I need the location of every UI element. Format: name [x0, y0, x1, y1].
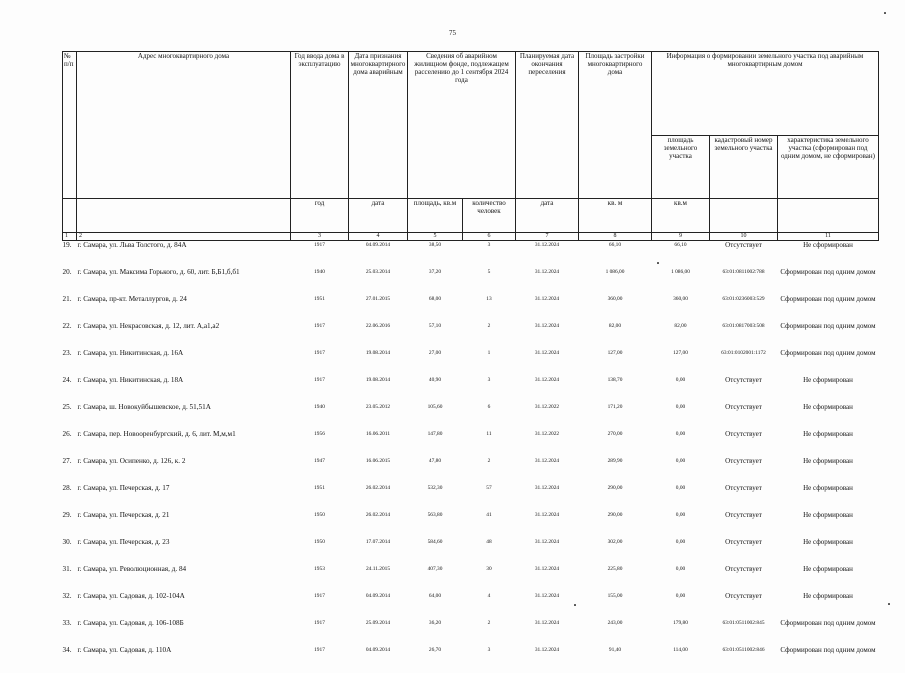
table-row: [63, 457, 879, 484]
col-number: 10: [710, 233, 778, 241]
row-cadastral: Отсутствует: [710, 592, 778, 619]
row-planned-date: 31.12.2024: [516, 349, 579, 376]
table-row: [63, 646, 879, 673]
row-area: 36,20: [408, 619, 463, 646]
row-year: 1940: [291, 403, 349, 430]
row-number: 34.: [63, 646, 77, 673]
row-land-area: 82,00: [652, 322, 710, 349]
row-area: 57,10: [408, 322, 463, 349]
row-date: 25.03.2014: [349, 268, 408, 295]
row-year: 1956: [291, 430, 349, 457]
row-date: 19.08.2014: [349, 376, 408, 403]
row-year: 1947: [291, 457, 349, 484]
row-area: 105,60: [408, 403, 463, 430]
scan-speck: [657, 262, 659, 264]
row-planned-date: 31.12.2024: [516, 241, 579, 269]
row-planned-date: 31.12.2024: [516, 322, 579, 349]
row-characteristic: Не сформирован: [778, 241, 879, 269]
row-planned-date: 31.12.2024: [516, 295, 579, 322]
unit-num: [63, 199, 77, 233]
row-characteristic: Сформирован под одним домом: [778, 619, 879, 646]
row-number: 25.: [63, 403, 77, 430]
row-planned-date: 31.12.2024: [516, 376, 579, 403]
table-row: [63, 592, 879, 619]
row-built-area: 225,80: [579, 565, 652, 592]
row-people: 11: [463, 430, 516, 457]
header-planned-date: Планируемая дата окончания переселения: [516, 52, 579, 199]
row-area: 64,00: [408, 592, 463, 619]
row-characteristic: Сформирован под одним домом: [778, 646, 879, 673]
row-area: 37,20: [408, 268, 463, 295]
unit-char: [778, 199, 879, 233]
header-land-info: Информация о формировании земельного участка под аварийным многоквартирным домом: [652, 52, 879, 136]
table-row: [63, 511, 879, 538]
row-area: 26,70: [408, 646, 463, 673]
row-people: 3: [463, 646, 516, 673]
row-date: 22.06.2016: [349, 322, 408, 349]
row-built-area: 270,00: [579, 430, 652, 457]
table-row: [63, 430, 879, 457]
row-area: 584,60: [408, 538, 463, 565]
row-number: 27.: [63, 457, 77, 484]
row-area: 147,80: [408, 430, 463, 457]
row-people: 30: [463, 565, 516, 592]
row-address: г. Самара, ул. Максима Горького, д. 60, лит. Б,Б1,б,б1: [77, 268, 291, 295]
unit-people: количество человек: [463, 199, 516, 233]
row-people: 57: [463, 484, 516, 511]
row-characteristic: Не сформирован: [778, 430, 879, 457]
row-date: 26.02.2014: [349, 511, 408, 538]
row-date: 17.07.2014: [349, 538, 408, 565]
row-characteristic: Сформирован под одним домом: [778, 349, 879, 376]
table-row: [63, 349, 879, 376]
row-planned-date: 31.12.2024: [516, 268, 579, 295]
row-area: 38,50: [408, 241, 463, 269]
row-address: г. Самара, ул. Никитинская, д. 18А: [77, 376, 291, 403]
row-area: 563,80: [408, 511, 463, 538]
table-row: [63, 322, 879, 349]
row-date: 27.01.2015: [349, 295, 408, 322]
row-address: г. Самара, ул. Садовая, д. 110А: [77, 646, 291, 673]
row-planned-date: 31.12.2024: [516, 592, 579, 619]
row-date: 26.02.2014: [349, 484, 408, 511]
row-date: 16.06.2015: [349, 457, 408, 484]
row-cadastral: Отсутствует: [710, 511, 778, 538]
scan-speck: [574, 604, 576, 606]
unit-year: год: [291, 199, 349, 233]
row-people: 1: [463, 349, 516, 376]
row-area: 532,30: [408, 484, 463, 511]
row-cadastral: Отсутствует: [710, 241, 778, 269]
row-address: г. Самара, ул. Некрасовская, д. 12, лит. А,а1,а2: [77, 322, 291, 349]
table-row: [63, 241, 879, 269]
unit-date: дата: [349, 199, 408, 233]
row-year: 1940: [291, 268, 349, 295]
row-cadastral: 63:01:0236003:529: [710, 295, 778, 322]
row-number: 20.: [63, 268, 77, 295]
row-cadastral: Отсутствует: [710, 457, 778, 484]
row-number: 23.: [63, 349, 77, 376]
row-cadastral: Отсутствует: [710, 484, 778, 511]
row-people: 4: [463, 592, 516, 619]
table-row: [63, 268, 879, 295]
row-date: 23.05.2012: [349, 403, 408, 430]
header-cadastral: кадастровый номер земельного участка: [710, 136, 778, 199]
table-row: [63, 484, 879, 511]
row-land-area: 66,10: [652, 241, 710, 269]
row-year: 1917: [291, 592, 349, 619]
row-characteristic: Не сформирован: [778, 511, 879, 538]
col-number: 6: [463, 233, 516, 241]
row-area: 47,80: [408, 457, 463, 484]
col-number: 9: [652, 233, 710, 241]
row-built-area: 155,00: [579, 592, 652, 619]
row-address: г. Самара, ул. Печерская, д. 17: [77, 484, 291, 511]
row-land-area: 0,00: [652, 403, 710, 430]
row-land-area: 0,00: [652, 538, 710, 565]
scan-speck: [888, 603, 890, 605]
table-row: [63, 403, 879, 430]
row-date: 16.06.2011: [349, 430, 408, 457]
scan-speck: [884, 12, 886, 14]
row-characteristic: Не сформирован: [778, 403, 879, 430]
row-people: 5: [463, 268, 516, 295]
row-built-area: 302,00: [579, 538, 652, 565]
row-built-area: 82,00: [579, 322, 652, 349]
row-built-area: 171,20: [579, 403, 652, 430]
row-land-area: 1 086,00: [652, 268, 710, 295]
unit-planned: дата: [516, 199, 579, 233]
unit-cadastral: [710, 199, 778, 233]
row-date: 19.08.2014: [349, 349, 408, 376]
row-year: 1953: [291, 565, 349, 592]
row-address: г. Самара, ул. Садовая, д. 102-104А: [77, 592, 291, 619]
row-land-area: 0,00: [652, 592, 710, 619]
row-characteristic: Не сформирован: [778, 484, 879, 511]
row-address: г. Самара, пр-кт. Металлургов, д. 24: [77, 295, 291, 322]
col-number: 3: [291, 233, 349, 241]
row-people: 3: [463, 376, 516, 403]
row-land-area: 0,00: [652, 430, 710, 457]
row-year: 1950: [291, 511, 349, 538]
row-address: г. Самара, ул. Льва Толстого, д. 84А: [77, 241, 291, 269]
col-number: 2: [77, 233, 291, 241]
row-people: 41: [463, 511, 516, 538]
row-land-area: 360,00: [652, 295, 710, 322]
row-year: 1917: [291, 349, 349, 376]
row-number: 24.: [63, 376, 77, 403]
header-info-emergency: Сведения об аварийном жилищном фонде, подлежащем расселению до 1 сентября 2024 года: [408, 52, 516, 199]
row-characteristic: Не сформирован: [778, 457, 879, 484]
row-land-area: 0,00: [652, 484, 710, 511]
row-planned-date: 31.12.2022: [516, 403, 579, 430]
row-cadastral: 63:01:0511002:846: [710, 646, 778, 673]
row-land-area: 0,00: [652, 457, 710, 484]
row-area: 407,30: [408, 565, 463, 592]
unit-land-area: кв.м: [652, 199, 710, 233]
row-planned-date: 31.12.2024: [516, 565, 579, 592]
header-land-char: характеристика земельного участка (сформирован под одним домом, не сформирован): [778, 136, 879, 199]
row-date: 04.09.2014: [349, 646, 408, 673]
page-number: 75: [0, 29, 905, 37]
col-number: 8: [579, 233, 652, 241]
row-people: 6: [463, 403, 516, 430]
row-cadastral: 63:01:0817003:508: [710, 322, 778, 349]
row-address: г. Самара, ул. Печерская, д. 21: [77, 511, 291, 538]
row-year: 1951: [291, 295, 349, 322]
row-people: 2: [463, 619, 516, 646]
row-cadastral: 63:01:0102001:1172: [710, 349, 778, 376]
header-year: Год ввода дома в эксплуатацию: [291, 52, 349, 199]
row-people: 48: [463, 538, 516, 565]
row-date: 24.11.2015: [349, 565, 408, 592]
table-row: [63, 538, 879, 565]
row-date: 25.09.2014: [349, 619, 408, 646]
row-number: 31.: [63, 565, 77, 592]
row-built-area: 289,90: [579, 457, 652, 484]
row-address: г. Самара, ул. Печерская, д. 23: [77, 538, 291, 565]
row-characteristic: Сформирован под одним домом: [778, 268, 879, 295]
row-characteristic: Не сформирован: [778, 592, 879, 619]
row-number: 33.: [63, 619, 77, 646]
row-characteristic: Сформирован под одним домом: [778, 322, 879, 349]
row-people: 2: [463, 322, 516, 349]
row-cadastral: Отсутствует: [710, 565, 778, 592]
row-built-area: 138,70: [579, 376, 652, 403]
header-num: № п/п: [63, 52, 77, 199]
header-date-emergency: Дата признания многоквартирного дома аварийным: [349, 52, 408, 199]
row-built-area: 290,00: [579, 484, 652, 511]
col-number: 4: [349, 233, 408, 241]
row-land-area: 114,00: [652, 646, 710, 673]
header-land-area: площадь земельного участка: [652, 136, 710, 199]
row-cadastral: 63:01:0511002:845: [710, 619, 778, 646]
header-built-area: Площадь застройки многоквартирного дома: [579, 52, 652, 199]
row-area: 68,00: [408, 295, 463, 322]
table-body: [63, 241, 879, 673]
row-planned-date: 31.12.2024: [516, 511, 579, 538]
row-date: 04.09.2014: [349, 241, 408, 269]
col-number: 1: [63, 233, 77, 241]
row-number: 32.: [63, 592, 77, 619]
row-built-area: 243,00: [579, 619, 652, 646]
row-people: 3: [463, 241, 516, 269]
header-address: Адрес многоквартирного дома: [77, 52, 291, 199]
row-characteristic: Не сформирован: [778, 565, 879, 592]
row-built-area: 127,00: [579, 349, 652, 376]
row-planned-date: 31.12.2024: [516, 457, 579, 484]
row-cadastral: Отсутствует: [710, 538, 778, 565]
row-land-area: 127,00: [652, 349, 710, 376]
row-year: 1950: [291, 538, 349, 565]
row-characteristic: Не сформирован: [778, 538, 879, 565]
unit-address: [77, 199, 291, 233]
row-land-area: 0,00: [652, 511, 710, 538]
unit-area: площадь, кв.м: [408, 199, 463, 233]
row-year: 1951: [291, 484, 349, 511]
col-number: 5: [408, 233, 463, 241]
row-built-area: 1 086,00: [579, 268, 652, 295]
row-cadastral: Отсутствует: [710, 430, 778, 457]
table-row: [63, 295, 879, 322]
col-number: 11: [778, 233, 879, 241]
row-area: 27,00: [408, 349, 463, 376]
row-number: 26.: [63, 430, 77, 457]
row-year: 1917: [291, 376, 349, 403]
row-people: 13: [463, 295, 516, 322]
row-year: 1917: [291, 619, 349, 646]
row-land-area: 0,00: [652, 376, 710, 403]
row-planned-date: 31.12.2024: [516, 538, 579, 565]
row-built-area: 91,40: [579, 646, 652, 673]
unit-built: кв. м: [579, 199, 652, 233]
row-address: г. Самара, ул. Садовая, д. 106-108Б: [77, 619, 291, 646]
row-number: 28.: [63, 484, 77, 511]
col-number: 7: [516, 233, 579, 241]
row-date: 04.09.2014: [349, 592, 408, 619]
row-built-area: 360,00: [579, 295, 652, 322]
row-address: г. Самара, ш. Новокуйбышевское, д. 51,51А: [77, 403, 291, 430]
row-address: г. Самара, ул. Революционная, д. 84: [77, 565, 291, 592]
row-number: 29.: [63, 511, 77, 538]
row-area: 40,90: [408, 376, 463, 403]
row-characteristic: Сформирован под одним домом: [778, 295, 879, 322]
row-address: г. Самара, пер. Новооренбургский, д. 6, лит. М,м,м1: [77, 430, 291, 457]
row-address: г. Самара, ул. Никитинская, д. 16А: [77, 349, 291, 376]
row-characteristic: Не сформирован: [778, 376, 879, 403]
row-address: г. Самара, ул. Осипенко, д. 126, к. 2: [77, 457, 291, 484]
table-row: [63, 376, 879, 403]
emergency-housing-table: [62, 51, 879, 673]
table-row: [63, 619, 879, 646]
row-year: 1917: [291, 241, 349, 269]
row-cadastral: Отсутствует: [710, 403, 778, 430]
row-year: 1917: [291, 646, 349, 673]
row-planned-date: 31.12.2024: [516, 484, 579, 511]
row-number: 22.: [63, 322, 77, 349]
row-people: 2: [463, 457, 516, 484]
row-cadastral: 63:01:0811002:788: [710, 268, 778, 295]
row-year: 1917: [291, 322, 349, 349]
row-planned-date: 31.12.2024: [516, 646, 579, 673]
row-land-area: 0,00: [652, 565, 710, 592]
row-number: 19.: [63, 241, 77, 269]
table-row: [63, 565, 879, 592]
row-number: 21.: [63, 295, 77, 322]
row-land-area: 179,80: [652, 619, 710, 646]
row-built-area: 290,00: [579, 511, 652, 538]
row-built-area: 66,10: [579, 241, 652, 269]
row-number: 30.: [63, 538, 77, 565]
row-planned-date: 31.12.2024: [516, 619, 579, 646]
row-cadastral: Отсутствует: [710, 376, 778, 403]
row-planned-date: 31.12.2022: [516, 430, 579, 457]
